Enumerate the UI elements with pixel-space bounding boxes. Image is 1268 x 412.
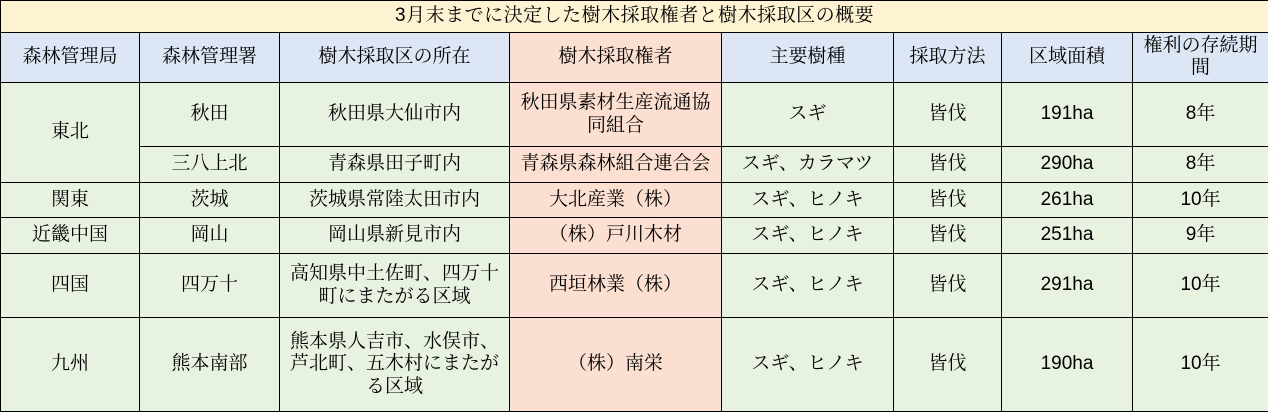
cell-location: 秋田県大仙市内	[280, 82, 510, 147]
cell-bureau: 関東	[1, 182, 140, 218]
cell-species: スギ、ヒノキ	[722, 253, 894, 318]
cell-method: 皆伐	[894, 82, 1002, 147]
cell-office: 岡山	[140, 218, 280, 254]
table-row	[1, 82, 1268, 147]
cell-duration: 8年	[1133, 147, 1268, 183]
cell-area: 190ha	[1002, 318, 1133, 412]
column-header-area: 区域面積	[1002, 33, 1133, 83]
table-row	[1, 147, 1268, 183]
cell-office: 三八上北	[140, 147, 280, 183]
cell-office: 四万十	[140, 253, 280, 318]
table-row	[1, 182, 1268, 218]
cell-area: 261ha	[1002, 182, 1133, 218]
cell-area: 290ha	[1002, 147, 1133, 183]
cell-holder: （株）南栄	[510, 318, 722, 412]
cell-duration: 9年	[1133, 218, 1268, 254]
cell-species: スギ	[722, 82, 894, 147]
cell-method: 皆伐	[894, 147, 1002, 183]
cell-species: スギ、カラマツ	[722, 147, 894, 183]
table-title-row	[1, 1, 1268, 33]
cell-location: 青森県田子町内	[280, 147, 510, 183]
column-header-method: 採取方法	[894, 33, 1002, 83]
table-header-row	[1, 33, 1268, 83]
column-header-bureau: 森林管理局	[1, 33, 140, 83]
cell-location: 熊本県人吉市、水俣市、芦北町、五木村にまたがる区域	[280, 318, 510, 412]
cell-method: 皆伐	[894, 182, 1002, 218]
cell-office: 秋田	[140, 82, 280, 147]
cell-holder: 秋田県素材生産流通協同組合	[510, 82, 722, 147]
cell-holder: 青森県森林組合連合会	[510, 147, 722, 183]
cell-bureau: 東北	[1, 82, 140, 182]
cell-bureau: 近畿中国	[1, 218, 140, 254]
cell-species: スギ、ヒノキ	[722, 318, 894, 412]
column-header-location: 樹木採取区の所在	[280, 33, 510, 83]
table-row	[1, 318, 1268, 412]
cell-location: 高知県中土佐町、四万十町にまたがる区域	[280, 253, 510, 318]
column-header-holder: 樹木採取権者	[510, 33, 722, 83]
cell-species: スギ、ヒノキ	[722, 218, 894, 254]
cell-holder: （株）戸川木材	[510, 218, 722, 254]
table-title: 3月末までに決定した樹木採取権者と樹木採取区の概要	[1, 1, 1268, 33]
table-row	[1, 253, 1268, 318]
cell-area: 191ha	[1002, 82, 1133, 147]
cell-method: 皆伐	[894, 318, 1002, 412]
table-row	[1, 218, 1268, 254]
cell-location: 岡山県新見市内	[280, 218, 510, 254]
cell-bureau: 九州	[1, 318, 140, 412]
cell-duration: 10年	[1133, 318, 1268, 412]
cell-method: 皆伐	[894, 218, 1002, 254]
cell-office: 熊本南部	[140, 318, 280, 412]
cell-duration: 10年	[1133, 253, 1268, 318]
cell-location: 茨城県常陸太田市内	[280, 182, 510, 218]
column-header-office: 森林管理署	[140, 33, 280, 83]
cell-species: スギ、ヒノキ	[722, 182, 894, 218]
cell-method: 皆伐	[894, 253, 1002, 318]
cell-area: 291ha	[1002, 253, 1133, 318]
cell-area: 251ha	[1002, 218, 1133, 254]
cell-holder: 大北産業（株）	[510, 182, 722, 218]
cell-bureau: 四国	[1, 253, 140, 318]
cell-office: 茨城	[140, 182, 280, 218]
cell-duration: 8年	[1133, 82, 1268, 147]
column-header-species: 主要樹種	[722, 33, 894, 83]
cell-holder: 西垣林業（株）	[510, 253, 722, 318]
cell-duration: 10年	[1133, 182, 1268, 218]
column-header-duration: 権利の存続期間	[1133, 33, 1268, 83]
